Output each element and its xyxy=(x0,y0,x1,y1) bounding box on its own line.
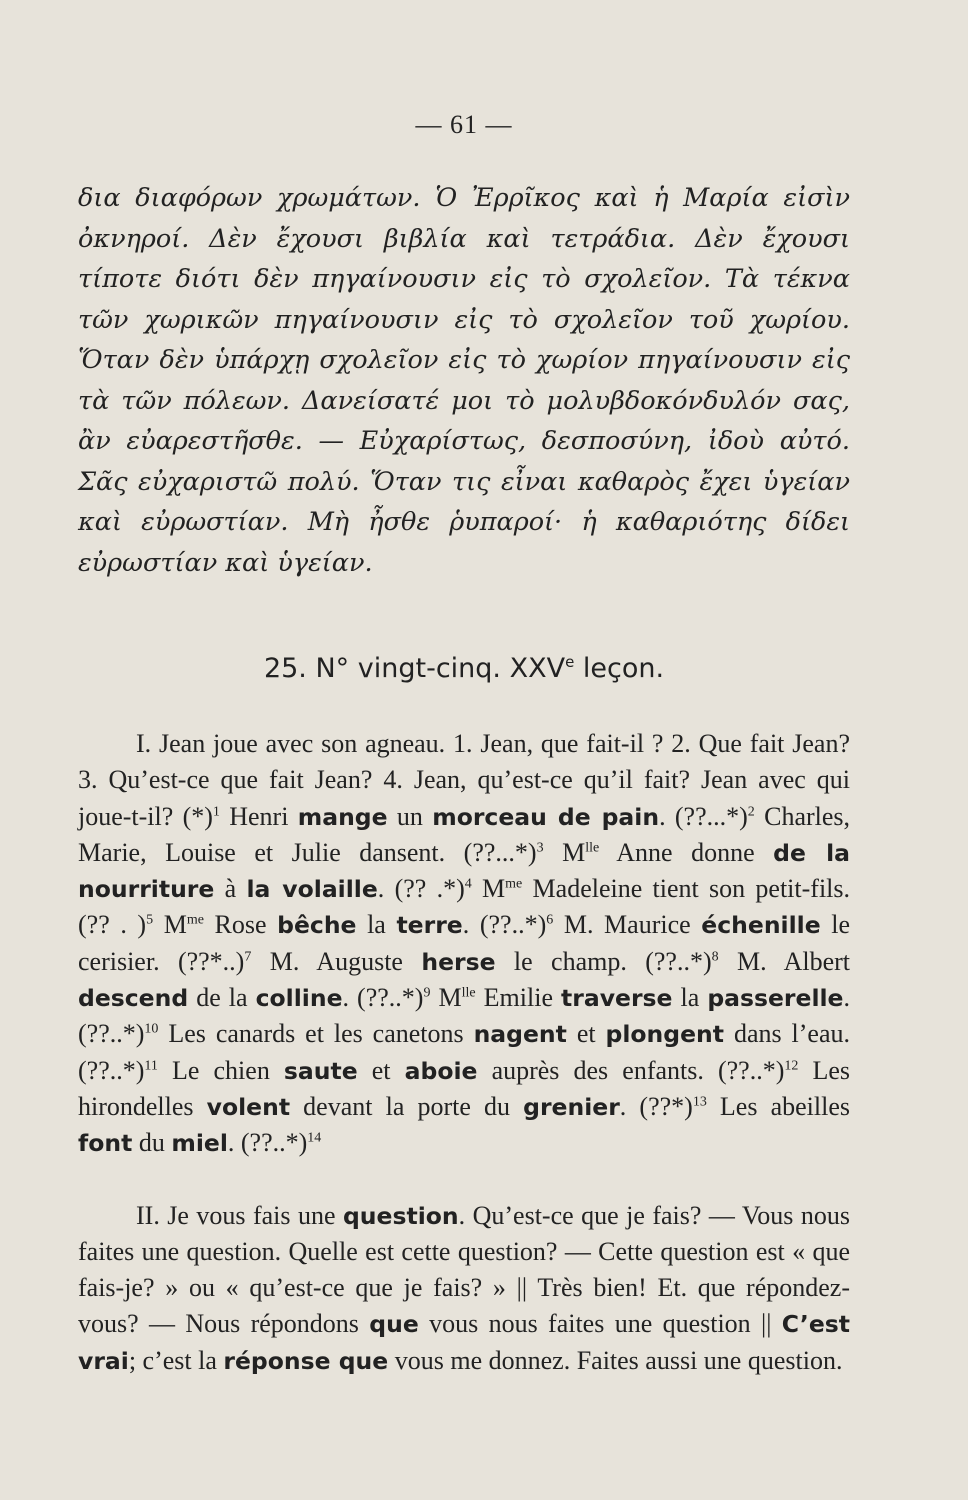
superscript: 4 xyxy=(464,876,472,892)
text-run: vous nous faites une question || xyxy=(418,1309,782,1339)
bold-term: passerelle xyxy=(707,984,844,1013)
text-run: II. Je vous fais une xyxy=(136,1200,343,1230)
superscript: me xyxy=(505,876,523,892)
text-run: Henri xyxy=(219,801,298,831)
text-run: de la xyxy=(188,983,256,1013)
section-1-paragraph xyxy=(78,726,850,1162)
greek-paragraph: δια διαφόρων χρωμάτων. Ὁ Ἐρρῖκος καὶ ἡ Μαρία εἰσὶν ὀκνηροί. Δὲν ἔχουσι βιβλία καὶ τετράδια. Δὲν ἔχουσι τίποτε διότι δὲν πηγαίνουσιν εἰς τὸ σχολεῖον. Τὰ τέκνα τῶν χωρικῶν πηγαίνουσιν εἰς τὸ σχολεῖον τοῦ χωρίου. Ὅταν δὲν ὑπάρχῃ σχολεῖον εἰς τὸ χωρίον πηγαίνουσιν εἰς τὰ τῶν πόλεων. Δανείσατέ μοι τὸ μολυβδοκόνδυλόν σας, ἂν εὐαρεστῆσθε. — Εὐχαρίστως, δεσποσύνη, ἰδοὺ αὐτό. Σᾶς εὐχαριστῶ πολύ. Ὅταν τις εἶναι καθαρὸς ἔχει ὑγείαν καὶ εὐρωστίαν. Μὴ ἦσθε ῥυπαροί· ἡ καθαριότης δίδει εὐρωστίαν καὶ ὑγείαν. xyxy=(78,183,850,578)
text-run: M xyxy=(430,983,462,1013)
text-run: Les canards et les canetons xyxy=(158,1019,474,1049)
lesson-word: leçon. xyxy=(582,653,665,684)
bold-term: échenille xyxy=(701,911,821,940)
text-run: Madeleine tient son petit-fils. (?? . ) xyxy=(78,874,851,940)
bold-term: traverse xyxy=(561,984,673,1013)
superscript: 1 xyxy=(212,803,220,819)
bold-term: volent xyxy=(206,1092,291,1121)
text-run: . Qu’est-ce que je fais? — Vous nous faites une question. Quelle est cette question? — Cette question est « que fais-je? » ou « qu’est-ce que je fais? » || Très bien! Et. que répondez-vous? — Nous répondons xyxy=(78,1200,850,1339)
superscript: 2 xyxy=(747,803,755,819)
text-run: . (??...*) xyxy=(659,801,748,831)
text-run: à xyxy=(214,874,247,904)
superscript: 9 xyxy=(423,985,431,1001)
text-run: M xyxy=(543,837,586,867)
bold-term: font xyxy=(78,1129,133,1158)
section-2-paragraph xyxy=(78,1198,850,1379)
superscript: me xyxy=(186,912,204,928)
superscript: 5 xyxy=(146,912,154,928)
text-run: et xyxy=(357,1055,405,1085)
text-run: M. Maurice xyxy=(553,910,702,940)
text-run: dans l’eau. (??..*) xyxy=(78,1019,851,1085)
superscript: 7 xyxy=(244,949,252,965)
superscript: 8 xyxy=(711,949,719,965)
bold-term: nagent xyxy=(473,1020,567,1049)
superscript: 12 xyxy=(784,1058,799,1074)
bold-term: mange xyxy=(297,802,388,831)
text-run: et xyxy=(566,1019,606,1049)
bold-term: aboie xyxy=(404,1056,478,1085)
lesson-number: 25. xyxy=(263,653,307,684)
bold-term: de la nourriture xyxy=(78,838,851,904)
text-run: . (?? .*) xyxy=(377,874,465,904)
text-run: . (??..*) xyxy=(78,983,850,1049)
text-run: M xyxy=(153,910,187,940)
bold-term: bêche xyxy=(277,911,357,940)
bold-term: saute xyxy=(283,1056,358,1085)
superscript: 14 xyxy=(307,1130,322,1146)
bold-term: C’est vrai xyxy=(78,1310,850,1375)
text-run: . (??..*) xyxy=(227,1128,308,1158)
bold-term: plongent xyxy=(605,1020,725,1049)
lesson-heading xyxy=(78,653,850,684)
text-run: le champ. (??..*) xyxy=(495,946,712,976)
text-run: Emilie xyxy=(475,983,562,1013)
bold-term: la volaille xyxy=(246,875,378,904)
superscript: lle xyxy=(461,985,476,1001)
bold-term: herse xyxy=(421,947,496,976)
bold-term: descend xyxy=(78,984,189,1013)
superscript: 11 xyxy=(144,1058,158,1074)
bold-term: réponse que xyxy=(223,1346,389,1375)
text-run: Rose xyxy=(203,910,278,940)
text-run: un xyxy=(387,801,433,831)
lesson-label: N° vingt-cinq. XXV xyxy=(315,653,566,684)
page-number: — 61 — xyxy=(415,110,513,139)
text-run: M. Albert xyxy=(718,946,851,976)
text-run: devant la porte du xyxy=(290,1091,524,1121)
text-run: M xyxy=(471,874,506,904)
bold-term: miel xyxy=(171,1129,228,1158)
text-run: Les hirondelles xyxy=(78,1055,850,1121)
superscript: 13 xyxy=(692,1094,707,1110)
text-run: du xyxy=(132,1128,172,1158)
text-run: . (??..*) xyxy=(342,983,424,1013)
text-run: Charles, Marie, Louise et Julie dansent. (??...*) xyxy=(78,801,851,867)
text-run: ; c’est la xyxy=(128,1345,224,1375)
bold-term: morceau de pain xyxy=(432,802,660,831)
text-run: la xyxy=(672,983,708,1013)
text-run: la xyxy=(356,910,397,940)
superscript: 6 xyxy=(546,912,554,928)
superscript: 3 xyxy=(536,840,544,856)
section-gap xyxy=(78,1162,850,1198)
bold-term: que xyxy=(369,1310,419,1339)
text-run: vous me donnez. Faites aussi une question. xyxy=(388,1345,843,1375)
bold-term: question xyxy=(342,1201,459,1230)
text-run: . (??*) xyxy=(619,1091,693,1121)
lesson-sup: e xyxy=(565,653,575,671)
bold-term: terre xyxy=(396,911,463,940)
text-run: Le chien xyxy=(157,1055,284,1085)
text-run: Les abeilles xyxy=(706,1091,850,1121)
bold-term: grenier xyxy=(523,1092,620,1121)
text-run: Anne donne xyxy=(599,837,774,867)
text-run: M. Auguste xyxy=(251,946,422,976)
text-run: . (??..*) xyxy=(462,910,547,940)
text-run: auprès des enfants. (??..*) xyxy=(477,1055,785,1085)
superscript: lle xyxy=(585,840,600,856)
bold-term: colline xyxy=(255,984,343,1013)
text-run: I. Jean joue avec son agneau. 1. Jean, que fait-il ? 2. Que fait Jean? 3. Qu’est-ce que fait Jean? 4. Jean, qu’est-ce qu’il fait? Jean avec qui joue-t-il? (*) xyxy=(78,729,850,831)
text-run: le cerisier. (??*..) xyxy=(78,910,851,976)
superscript: 10 xyxy=(144,1021,159,1037)
